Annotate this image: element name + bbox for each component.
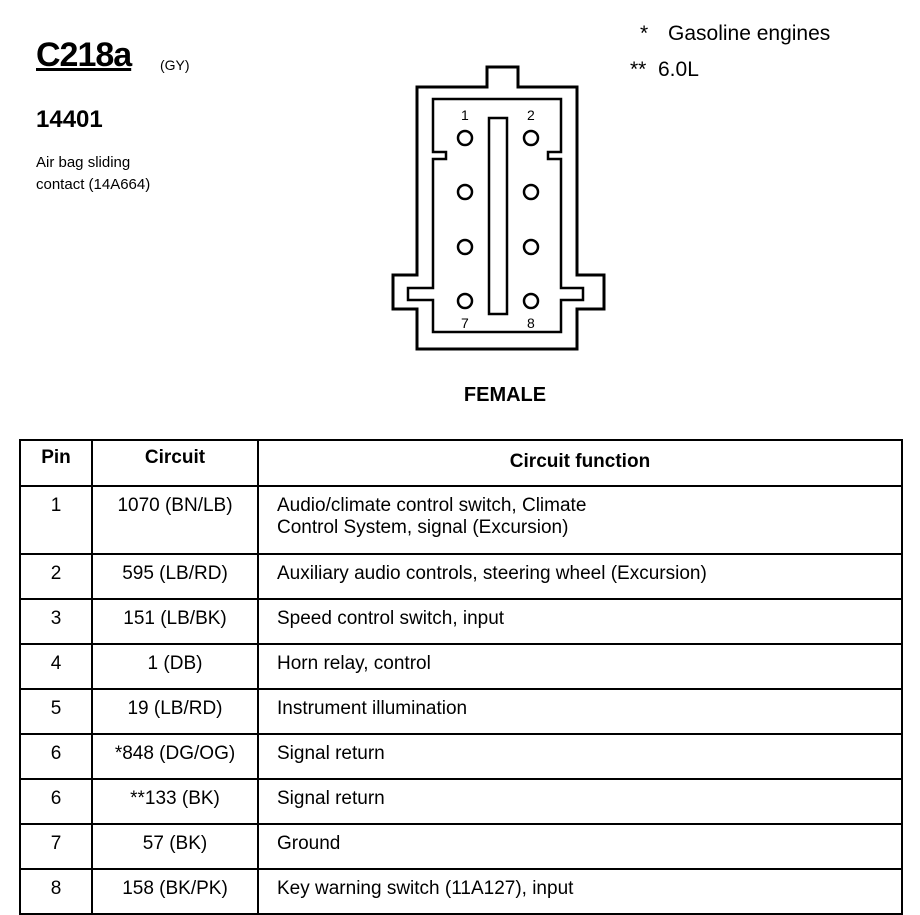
pin-cavity-8 (524, 294, 538, 308)
header-circuit: Circuit (92, 440, 258, 486)
cell-circuit: 1 (DB) (92, 644, 258, 689)
cell-pin: 5 (20, 689, 92, 734)
table-row (20, 599, 902, 644)
table-row (20, 824, 902, 869)
cell-function: Signal return (258, 779, 902, 824)
footnote-diesel (630, 58, 699, 82)
cell-function: Speed control switch, input (258, 599, 902, 644)
pin-cavity-5 (458, 240, 472, 254)
connector-face-diagram (390, 62, 610, 352)
cell-circuit: *848 (DG/OG) (92, 734, 258, 779)
cell-circuit: 19 (LB/RD) (92, 689, 258, 734)
table-row (20, 486, 902, 554)
cell-circuit: 151 (LB/BK) (92, 599, 258, 644)
cell-pin: 6 (20, 734, 92, 779)
cell-function: Signal return (258, 734, 902, 779)
cell-pin: 8 (20, 869, 92, 914)
description-line-1: Air bag sliding (36, 154, 131, 171)
table-row (20, 779, 902, 824)
pin-cavity-4 (524, 185, 538, 199)
pin-cavity-6 (524, 240, 538, 254)
table-row (20, 644, 902, 689)
cell-function: Key warning switch (11A127), input (258, 869, 902, 914)
cell-circuit: 1070 (BN/LB) (92, 486, 258, 554)
cell-function: Auxiliary audio controls, steering wheel (Excursion) (258, 554, 902, 599)
pin-cavity-3 (458, 185, 472, 199)
table-header-row (20, 440, 902, 486)
pin-cavities (458, 131, 538, 308)
footnote-mark: ** (630, 58, 647, 81)
cell-pin: 4 (20, 644, 92, 689)
part-number: 14401 (36, 106, 103, 133)
pin-table (19, 439, 903, 915)
connector-center-slot (489, 118, 507, 314)
footnote-text: Gasoline engines (668, 22, 831, 45)
cell-circuit: 57 (BK) (92, 824, 258, 869)
cell-function-line-1: Audio/climate control switch, Climate (277, 495, 587, 516)
pin-cavity-2 (524, 131, 538, 145)
cell-pin: 2 (20, 554, 92, 599)
cell-function: Instrument illumination (258, 689, 902, 734)
table-row (20, 869, 902, 914)
cell-pin: 7 (20, 824, 92, 869)
footnote-gasoline (640, 22, 830, 46)
cell-circuit: 595 (LB/RD) (92, 554, 258, 599)
footnote-mark: * (640, 22, 649, 45)
cell-pin: 3 (20, 599, 92, 644)
connector-outer-shell (393, 67, 604, 349)
pin-label-7: 7 (461, 315, 469, 331)
connector-inner-shell (408, 99, 583, 332)
table-row (20, 734, 902, 779)
header-pin: Pin (20, 440, 92, 486)
table-row (20, 689, 902, 734)
footnote-text: 6.0L (658, 58, 699, 81)
cell-pin: 6 (20, 779, 92, 824)
pin-label-2: 2 (527, 107, 535, 123)
header-function: Circuit function (258, 440, 902, 486)
connector-code: C218a (36, 36, 132, 74)
cell-function (258, 486, 902, 554)
connector-color: (GY) (160, 57, 190, 73)
pin-label-1: 1 (461, 107, 469, 123)
cell-function: Horn relay, control (258, 644, 902, 689)
pin-label-8: 8 (527, 315, 535, 331)
cell-circuit: **133 (BK) (92, 779, 258, 824)
table-row (20, 554, 902, 599)
pin-cavity-1 (458, 131, 472, 145)
cell-function: Ground (258, 824, 902, 869)
cell-circuit: 158 (BK/PK) (92, 869, 258, 914)
cell-pin: 1 (20, 486, 92, 554)
cell-function-line-2: Control System, signal (Excursion) (277, 517, 569, 538)
description-line-2: contact (14A664) (36, 176, 151, 193)
pin-cavity-7 (458, 294, 472, 308)
connector-view-label: FEMALE (463, 384, 547, 406)
